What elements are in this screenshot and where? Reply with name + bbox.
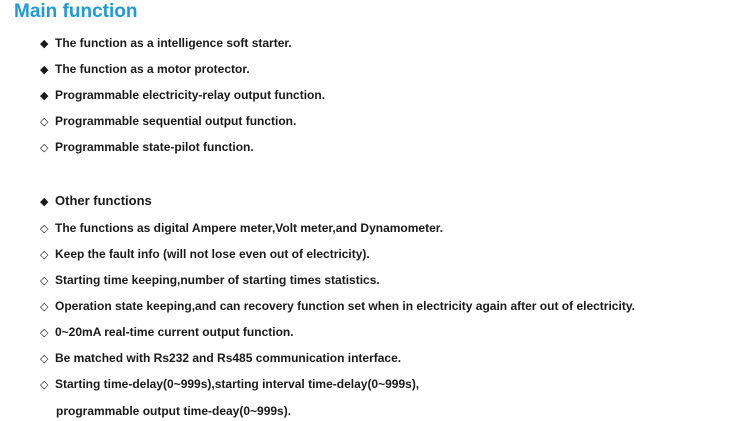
other-item-text: The functions as digital Ampere meter,Volt meter,and Dynamometer.: [55, 221, 444, 235]
other-item-4: [40, 298, 635, 314]
other-item-7-continuation: programmable output time-deay(0~999s).: [56, 404, 292, 418]
main-item-1: [40, 35, 292, 51]
other-item-1: [40, 220, 443, 236]
hollow-diamond-icon: ◇: [40, 275, 49, 287]
main-item-2: [40, 61, 250, 77]
hollow-diamond-icon: ◇: [40, 249, 49, 261]
main-item-5: [40, 139, 254, 155]
hollow-diamond-icon: ◇: [40, 379, 49, 391]
other-item-6: [40, 350, 401, 366]
filled-diamond-icon: ◆: [40, 90, 49, 102]
other-item-2: [40, 246, 370, 262]
other-functions-label: Other functions: [55, 193, 152, 208]
other-functions-heading: [40, 193, 152, 209]
main-function-title: Main function: [14, 1, 138, 22]
hollow-diamond-icon: ◇: [40, 223, 49, 235]
main-item-text: Programmable sequential output function.: [55, 114, 297, 128]
other-item-text: Operation state keeping,and can recovery function set when in electricity again after out of electricity.: [55, 299, 635, 313]
other-item-5: [40, 324, 294, 340]
main-item-4: [40, 113, 296, 129]
other-item-7: [40, 376, 419, 392]
filled-diamond-icon: ◆: [40, 64, 49, 76]
main-item-text: Programmable electricity-relay output function.: [55, 88, 326, 102]
other-item-3: [40, 272, 380, 288]
other-item-text: Be matched with Rs232 and Rs485 communication interface.: [55, 351, 402, 365]
main-item-text: Programmable state-pilot function.: [55, 140, 254, 154]
hollow-diamond-icon: ◇: [40, 142, 49, 154]
other-item-text: Starting time keeping,number of starting times statistics.: [55, 273, 380, 287]
hollow-diamond-icon: ◇: [40, 301, 49, 313]
hollow-diamond-icon: ◇: [40, 116, 49, 128]
hollow-diamond-icon: ◇: [40, 353, 49, 365]
other-item-text: Keep the fault info (will not lose even out of electricity).: [55, 247, 370, 261]
filled-diamond-icon: ◆: [40, 38, 49, 50]
filled-diamond-icon: ◆: [40, 196, 49, 208]
main-item-text: The function as a intelligence soft starter.: [55, 36, 292, 50]
other-item-text: Starting time-delay(0~999s),starting interval time-delay(0~999s),: [55, 377, 420, 391]
main-item-3: [40, 87, 325, 103]
hollow-diamond-icon: ◇: [40, 327, 49, 339]
main-item-text: The function as a motor protector.: [55, 62, 250, 76]
other-item-text: 0~20mA real-time current output function.: [55, 325, 294, 339]
